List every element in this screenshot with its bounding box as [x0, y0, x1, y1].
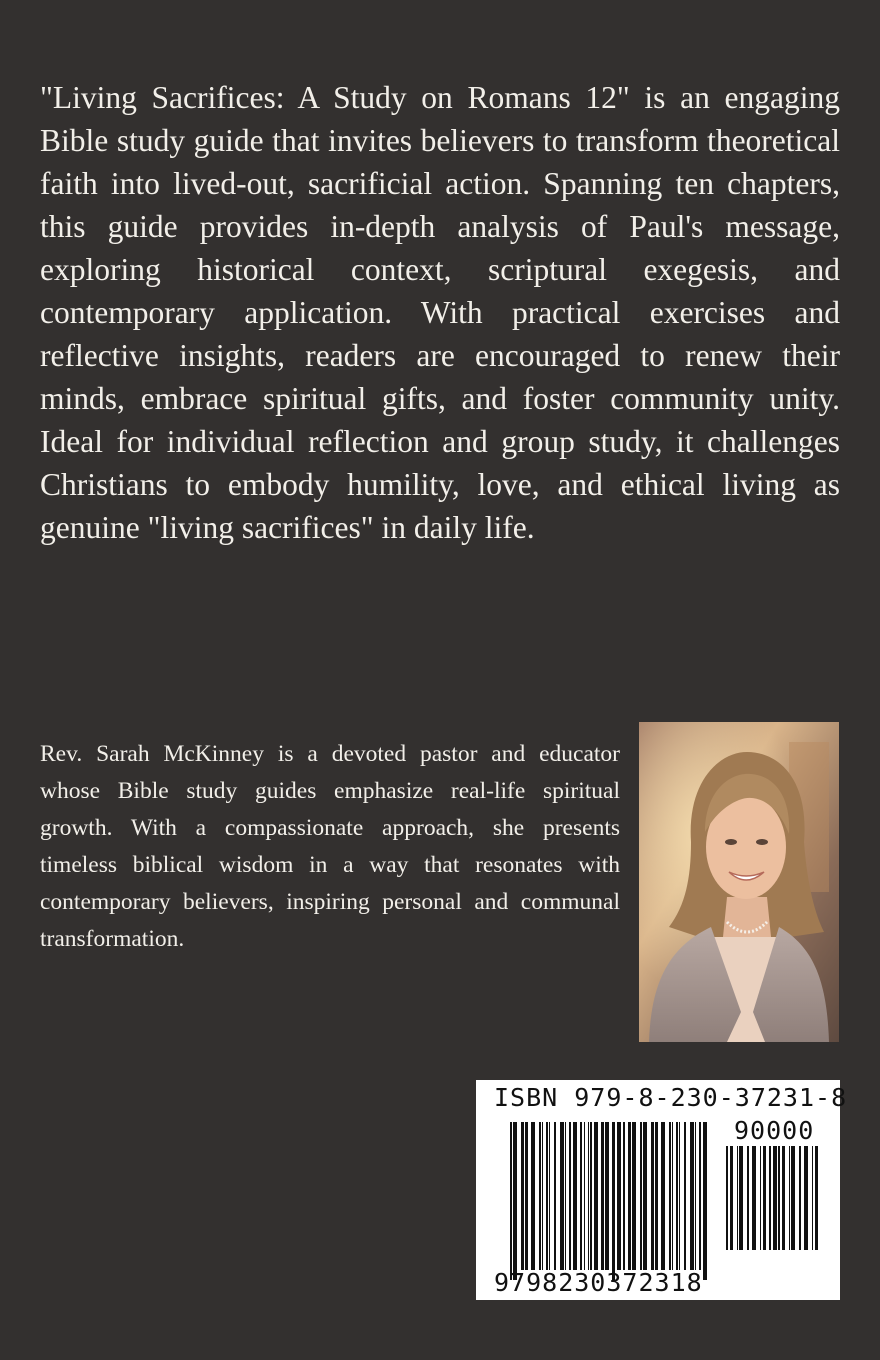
barcode-bar: [695, 1122, 696, 1270]
barcode-bar: [531, 1122, 535, 1270]
barcode-bar: [789, 1146, 790, 1250]
barcode-bar: [684, 1122, 686, 1270]
barcode-bar: [778, 1146, 780, 1250]
barcode-bar: [812, 1146, 813, 1250]
barcode-bar: [546, 1122, 548, 1270]
book-description: "Living Sacrifices: A Study on Romans 12" is an engaging Bible study guide that invites believers to transform theoretical faith into lived-out, sacrificial action. Spanning ten chapters, this guide provides in-depth analysis of Paul's message, exploring historical context, scriptural exegesis, and contemporary application. With practical exercises and reflective insights, readers are encouraged to renew their minds, embrace spiritual gifts, and foster community unity. Ideal for individual reflection and group study, it challenges Christians to embody humility, love, and ethical living as genuine "living sacrifices" in daily life.: [40, 80, 840, 545]
barcode-bar: [699, 1122, 701, 1270]
barcode-bar: [730, 1146, 733, 1250]
author-photo: [639, 722, 839, 1042]
barcode-bar: [655, 1122, 658, 1270]
barcode-bar: [661, 1122, 665, 1270]
barcode-bar: [726, 1146, 728, 1250]
barcode-bar: [539, 1122, 541, 1270]
isbn-label: ISBN 979-8-230-37231-8: [494, 1083, 848, 1112]
barcode-bar: [739, 1146, 743, 1250]
barcode-bar: [623, 1122, 625, 1270]
barcode-bar: [617, 1122, 621, 1270]
barcode-bar: [510, 1122, 512, 1280]
barcode-bar: [554, 1122, 556, 1270]
barcode-bar: [791, 1146, 795, 1250]
barcode-bar: [760, 1146, 761, 1250]
barcode-bar: [569, 1122, 571, 1270]
barcode-bar: [605, 1122, 609, 1270]
barcode-bar: [643, 1122, 647, 1270]
barcode-bar: [672, 1122, 673, 1270]
barcode-bar: [565, 1122, 566, 1270]
barcode-bar: [632, 1122, 636, 1270]
barcode-bar: [747, 1146, 749, 1250]
barcode-bar: [737, 1146, 738, 1250]
addon-barcode-bars: [726, 1146, 822, 1256]
barcode-bar: [640, 1122, 642, 1270]
barcode-bar: [815, 1146, 818, 1250]
barcode-bar: [549, 1122, 550, 1270]
barcode-bar: [594, 1122, 598, 1270]
barcode-bar: [769, 1146, 771, 1250]
barcode-bar: [782, 1146, 785, 1250]
barcode-bar: [560, 1122, 564, 1270]
barcode-bar: [588, 1122, 589, 1270]
barcode-bar: [679, 1122, 680, 1270]
barcode-bar: [669, 1122, 671, 1270]
barcode-bar: [525, 1122, 528, 1270]
author-bio: Rev. Sarah McKinney is a devoted pastor and educator whose Bible study guides emphasize real-life spiritual growth. With a compassionate approach, she presents timeless biblical wisdom in a way that resonates with contemporary believers, inspiring personal and communal transformation.: [40, 741, 620, 952]
barcode-bar: [676, 1122, 678, 1270]
barcode-digits: 9798230372318: [494, 1268, 703, 1297]
barcode-bar: [612, 1122, 615, 1280]
barcode-bar: [573, 1122, 577, 1270]
barcode-bar: [773, 1146, 777, 1250]
barcode-bar: [804, 1146, 808, 1250]
barcode-bars: [510, 1122, 714, 1282]
isbn-barcode: [476, 1080, 848, 1300]
barcode-bar: [513, 1122, 517, 1280]
barcode-bar: [651, 1122, 654, 1270]
price-code: 90000: [734, 1116, 815, 1145]
barcode-bar: [799, 1146, 801, 1250]
barcode-bar: [763, 1146, 766, 1250]
barcode-bar: [542, 1122, 543, 1270]
barcode-bar: [580, 1122, 582, 1270]
barcode-bar: [601, 1122, 604, 1270]
barcode-bar: [521, 1122, 524, 1270]
barcode-bar: [584, 1122, 585, 1270]
barcode-bar: [752, 1146, 756, 1250]
barcode-bar: [703, 1122, 707, 1280]
barcode-bar: [590, 1122, 592, 1270]
barcode-bar: [628, 1122, 631, 1270]
barcode-bar: [690, 1122, 694, 1270]
